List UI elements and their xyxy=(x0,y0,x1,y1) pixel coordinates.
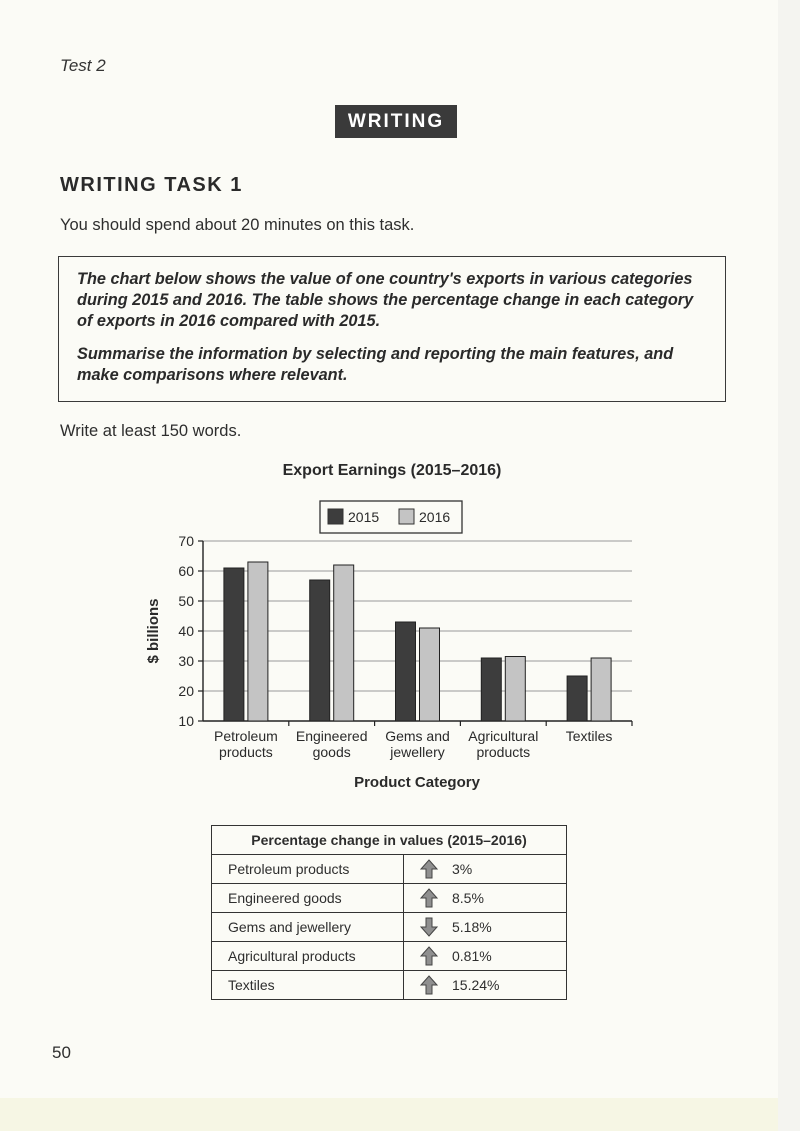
bar-2016-0 xyxy=(248,562,268,721)
x-category-label: jewellery xyxy=(390,744,445,760)
table-category-cell: Engineered goods xyxy=(212,884,404,913)
x-category-label: Agricultural xyxy=(468,728,539,744)
table-category-cell: Agricultural products xyxy=(212,942,404,971)
x-category-label: products xyxy=(476,744,531,760)
y-tick-label: 60 xyxy=(178,563,194,579)
change-value: 8.5% xyxy=(452,890,484,906)
table-row xyxy=(212,913,567,942)
arrow-up-icon xyxy=(420,975,438,995)
change-value: 0.81% xyxy=(452,948,492,964)
table-change-cell xyxy=(404,855,567,884)
bar-2016-2 xyxy=(420,628,440,721)
bar-2015-2 xyxy=(396,622,416,721)
legend-label-2015: 2015 xyxy=(348,509,380,525)
x-category-label: Petroleum xyxy=(213,728,278,744)
x-axis-title: Product Category xyxy=(354,774,480,791)
table-row xyxy=(212,884,567,913)
x-category-label: Engineered xyxy=(295,728,368,744)
y-tick-label: 50 xyxy=(178,593,194,609)
word-count-note: Write at least 150 words. xyxy=(60,422,242,440)
y-tick-label: 70 xyxy=(178,533,194,549)
prompt-paragraph-1: The chart below shows the value of one country's exports in various categories during 2015 and 2016. The table shows the percentage change in each category of exports in 2016 compared with 2015. xyxy=(77,270,694,330)
table-category-cell: Textiles xyxy=(212,971,404,1000)
bar-2016-1 xyxy=(334,565,354,721)
change-value: 15.24% xyxy=(452,977,500,993)
y-tick-label: 20 xyxy=(178,683,194,699)
bar-2015-3 xyxy=(481,658,501,721)
y-axis-title: $ billions xyxy=(145,598,162,664)
x-category-label: Gems and xyxy=(385,728,450,744)
arrow-up-icon xyxy=(420,859,438,879)
y-tick-label: 10 xyxy=(178,713,194,729)
running-head: Test 2 xyxy=(60,56,106,75)
bar-2015-4 xyxy=(567,676,587,721)
table-change-cell xyxy=(404,942,567,971)
change-value: 5.18% xyxy=(452,919,492,935)
page-bottom-edge xyxy=(0,1098,800,1131)
bar-2016-4 xyxy=(591,658,611,721)
chart-title: Export Earnings (2015–2016) xyxy=(282,462,502,479)
change-value: 3% xyxy=(452,861,473,877)
page-number: 50 xyxy=(52,1043,71,1062)
table-category-cell: Petroleum products xyxy=(212,855,404,884)
legend-swatch-2015 xyxy=(328,509,343,524)
table-row xyxy=(212,942,567,971)
table-row xyxy=(212,855,567,884)
time-note: You should spend about 20 minutes on this task. xyxy=(60,216,415,234)
table-change-cell xyxy=(404,884,567,913)
legend-swatch-2016 xyxy=(399,509,414,524)
table-row xyxy=(212,971,567,1000)
table-header-row xyxy=(212,826,567,855)
x-category-label: goods xyxy=(312,744,351,760)
table-category-cell: Gems and jewellery xyxy=(212,913,404,942)
y-tick-label: 40 xyxy=(178,623,194,639)
table-title: Percentage change in values (2015–2016) xyxy=(212,826,567,855)
bar-2015-1 xyxy=(310,580,330,721)
prompt-paragraph-2: Summarise the information by selecting and reporting the main features, and make comparisons where relevant. xyxy=(77,345,674,384)
y-tick-label: 30 xyxy=(178,653,194,669)
arrow-up-icon xyxy=(420,888,438,908)
percentage-change-table xyxy=(211,825,567,1000)
bar-2016-3 xyxy=(505,657,525,722)
x-category-label: Textiles xyxy=(565,728,613,744)
bar-2015-0 xyxy=(224,568,244,721)
x-category-label: products xyxy=(219,744,273,760)
table-change-cell xyxy=(404,913,567,942)
task-title: WRITING TASK 1 xyxy=(60,174,243,196)
table-change-cell xyxy=(404,971,567,1000)
legend-label-2016: 2016 xyxy=(419,509,451,525)
arrow-up-icon xyxy=(420,946,438,966)
arrow-down-icon xyxy=(420,917,438,937)
section-banner: WRITING xyxy=(335,105,457,138)
